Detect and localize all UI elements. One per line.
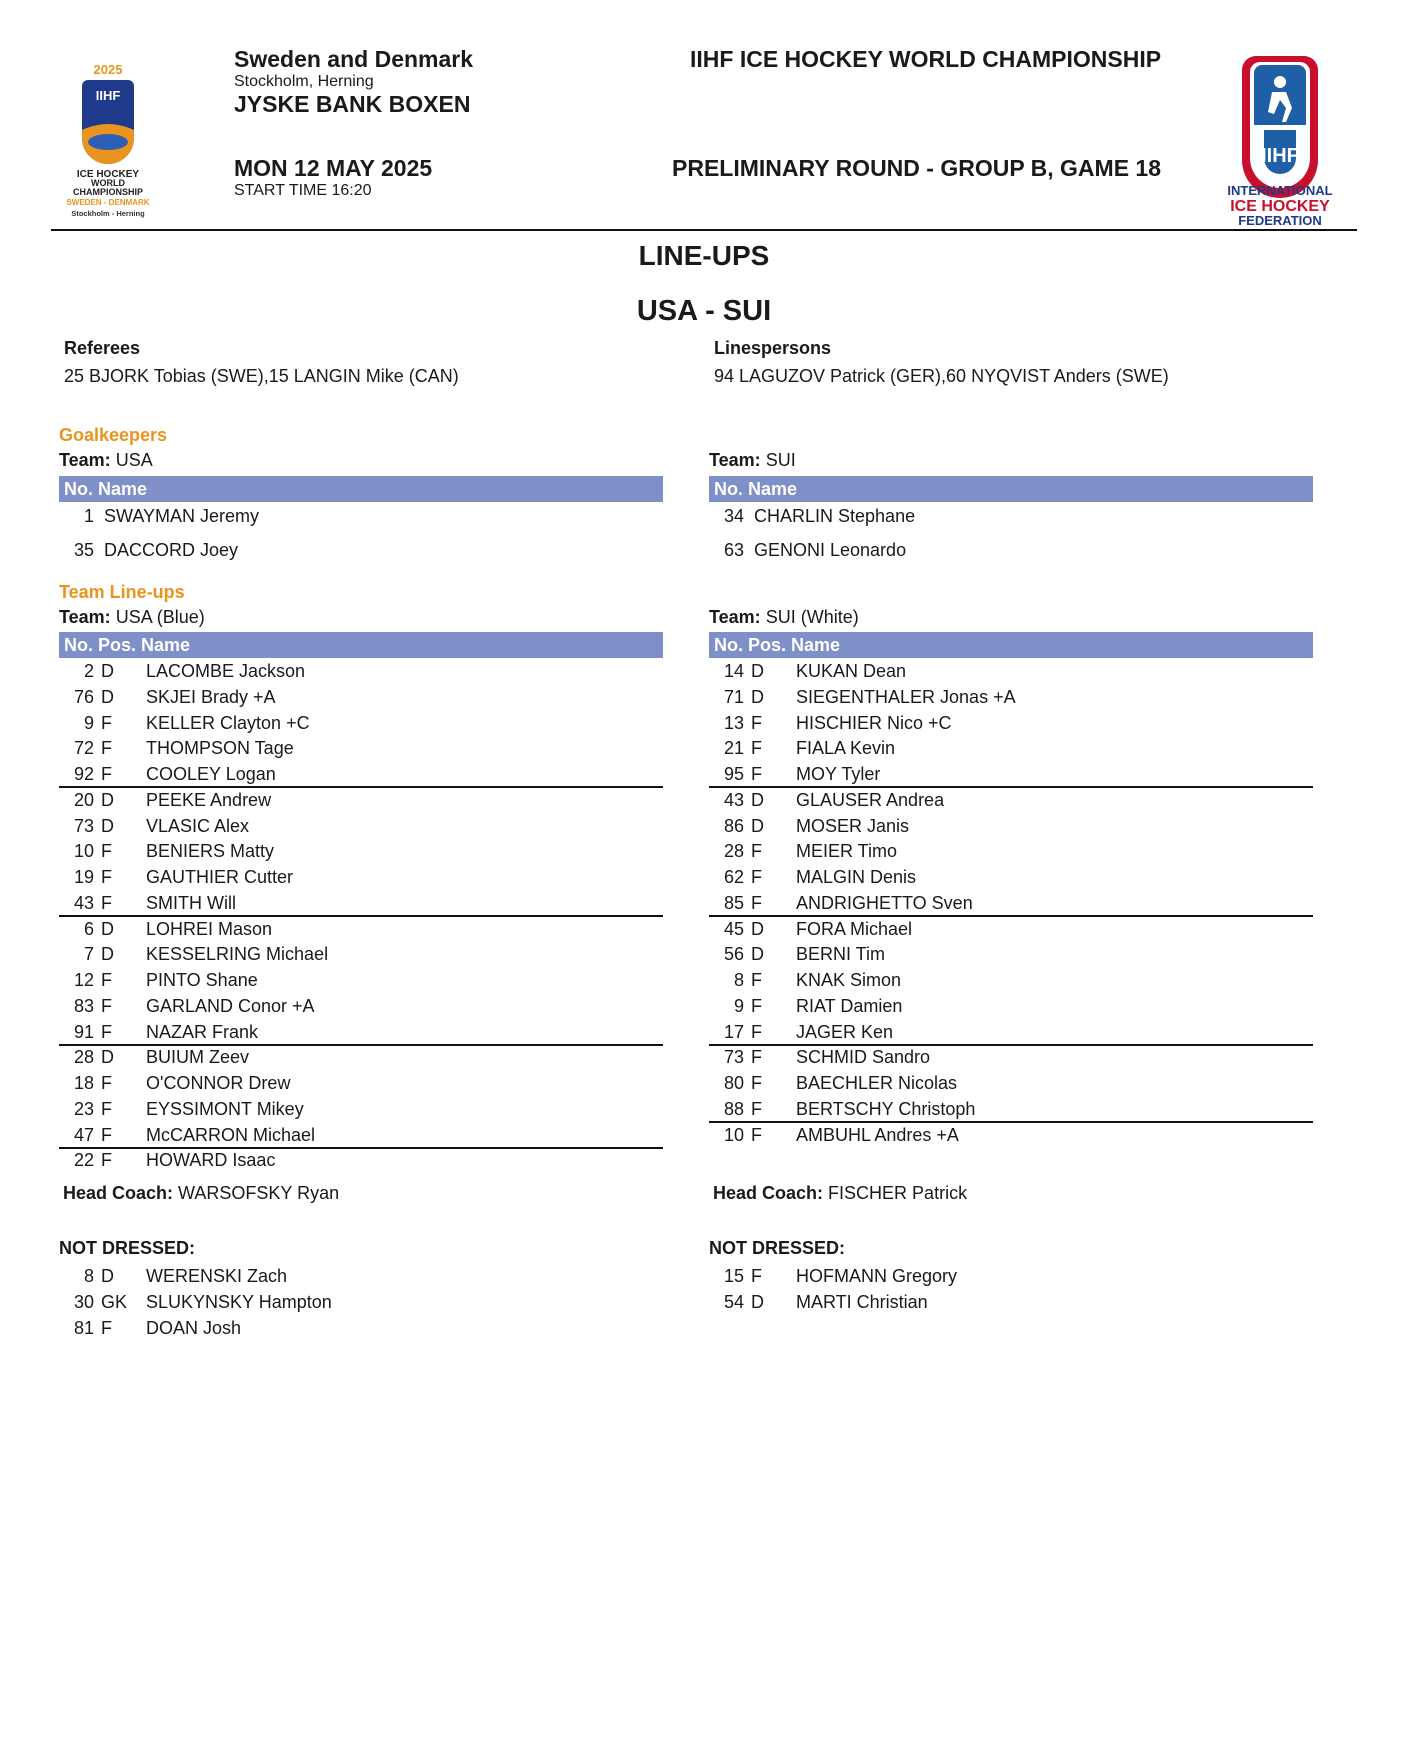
- player-name: MOY Tyler: [796, 764, 881, 784]
- logo-line1: ICE HOCKEY: [76, 169, 140, 180]
- player-name: THOMPSON Tage: [146, 738, 294, 759]
- player-name: MARTI Christian: [796, 1291, 928, 1312]
- goalkeeper-row: [61, 503, 661, 529]
- championship-title: IIHF ICE HOCKEY WORLD CHAMPIONSHIP: [690, 46, 1162, 72]
- usa-not-dressed-heading: NOT DRESSED:: [59, 1238, 196, 1258]
- player-position: F: [751, 1266, 762, 1286]
- player-number: 10: [723, 1124, 744, 1145]
- player-number: 45: [723, 918, 744, 939]
- player-position: D: [101, 944, 114, 965]
- usa-lineup-team-line: [59, 607, 205, 628]
- player-row: [61, 761, 661, 787]
- player-row: [61, 1147, 661, 1173]
- player-number: 18: [73, 1073, 94, 1093]
- player-number: 73: [73, 815, 94, 836]
- head-coach-name: FISCHER Patrick: [828, 1183, 968, 1203]
- player-position: F: [101, 1317, 112, 1338]
- usa-lineup-table-header: No. Pos. Name: [59, 632, 663, 658]
- player-row: [711, 761, 1311, 787]
- player-number: 76: [73, 686, 94, 707]
- player-number: 17: [723, 1021, 744, 1042]
- player-number: 14: [723, 661, 744, 681]
- player-name: BERTSCHY Christoph: [796, 1098, 976, 1119]
- player-row: [711, 813, 1311, 839]
- not-dressed-row: [61, 1315, 661, 1341]
- goalkeepers-heading: Goalkeepers: [59, 425, 168, 445]
- player-position: F: [751, 995, 762, 1016]
- player-number: 6: [83, 918, 94, 939]
- player-position: F: [101, 995, 112, 1016]
- player-name: BUIUM Zeev: [146, 1047, 250, 1068]
- player-name: AMBUHL Andres +A: [796, 1124, 959, 1145]
- player-position: F: [101, 1073, 112, 1093]
- player-row: [711, 993, 1311, 1019]
- player-name: GLAUSER Andrea: [796, 789, 945, 810]
- team-name: USA (Blue): [115, 607, 205, 627]
- player-name: FORA Michael: [796, 918, 913, 939]
- iihf-logo-line2: ICE HOCKEY: [1230, 198, 1330, 215]
- player-name: SMITH Will: [146, 892, 236, 913]
- player-row: [61, 735, 661, 761]
- player-position: F: [751, 867, 762, 887]
- player-row: [711, 838, 1311, 864]
- player-position: F: [101, 867, 112, 887]
- head-coach-name: WARSOFSKY Ryan: [178, 1183, 340, 1203]
- host-countries: Sweden and Denmark: [234, 46, 474, 72]
- player-name: KESSELRING Michael: [146, 944, 329, 965]
- player-number: 63: [723, 540, 744, 560]
- player-number: 7: [83, 944, 94, 965]
- player-row: [61, 1019, 661, 1045]
- player-position: F: [101, 1021, 112, 1042]
- player-number: 35: [73, 540, 94, 560]
- player-number: 28: [723, 841, 744, 862]
- player-number: 10: [73, 841, 94, 862]
- player-number: 81: [73, 1317, 94, 1338]
- sui-lineup-table-header: No. Pos. Name: [709, 632, 1313, 658]
- player-row: [711, 967, 1311, 993]
- player-row: [61, 916, 661, 942]
- player-name: LOHREI Mason: [146, 918, 273, 939]
- player-row: [711, 1096, 1311, 1122]
- start-time: START TIME 16:20: [234, 182, 372, 199]
- player-number: 56: [723, 944, 744, 965]
- player-position: F: [751, 841, 762, 862]
- logo-brand: IIHF: [95, 88, 121, 103]
- championship-logo: [58, 60, 162, 226]
- iihf-logo-icon: [1210, 52, 1350, 230]
- player-position: GK: [101, 1291, 128, 1312]
- player-number: 88: [723, 1098, 744, 1119]
- matchup-title: USA - SUI: [636, 295, 772, 327]
- iihf-logo: [1210, 52, 1350, 230]
- player-name: O'CONNOR Drew: [146, 1073, 291, 1093]
- head-coach-label: Head Coach:: [63, 1183, 174, 1203]
- player-number: 73: [723, 1047, 744, 1068]
- team-label: Team:: [59, 607, 111, 627]
- player-name: LACOMBE Jackson: [146, 661, 306, 681]
- player-row: [711, 735, 1311, 761]
- sui-lineup-team-line: [709, 607, 859, 628]
- player-row: [61, 890, 661, 916]
- player-row: [711, 864, 1311, 890]
- sui-gk-team-line: [709, 450, 796, 471]
- player-row: [61, 1070, 661, 1096]
- player-position: F: [101, 764, 112, 784]
- not-dressed-row: [61, 1263, 661, 1289]
- player-position: F: [751, 1021, 762, 1042]
- player-number: 8: [733, 970, 744, 990]
- page-title: LINE-UPS: [638, 240, 770, 271]
- player-number: 34: [723, 506, 744, 526]
- team-label: Team:: [709, 450, 761, 470]
- player-name: DOAN Josh: [146, 1317, 242, 1338]
- player-name: ANDRIGHETTO Sven: [796, 892, 973, 913]
- logo-year: 2025: [93, 62, 123, 77]
- player-position: D: [101, 1047, 114, 1068]
- player-position: F: [751, 1073, 762, 1093]
- player-number: 72: [73, 738, 94, 759]
- player-number: 9: [83, 712, 94, 733]
- goalkeeper-row: [711, 503, 1311, 529]
- team-name: SUI: [765, 450, 796, 470]
- goalkeeper-row: [711, 537, 1311, 563]
- player-row: [711, 1122, 1311, 1148]
- player-number: 9: [733, 995, 744, 1016]
- sui-gk-table-header: No. Name: [709, 476, 1313, 502]
- player-number: 43: [723, 789, 744, 810]
- logo-line2: WORLD: [91, 178, 125, 188]
- player-number: 8: [83, 1266, 94, 1286]
- host-cities: Stockholm, Herning: [234, 73, 374, 90]
- player-number: 15: [723, 1266, 744, 1286]
- player-name: COOLEY Logan: [146, 764, 276, 784]
- player-position: D: [751, 815, 764, 836]
- player-position: F: [751, 892, 762, 913]
- player-row: [61, 864, 661, 890]
- head-coach-label: Head Coach:: [713, 1183, 824, 1203]
- referees-value: 25 BJORK Tobias (SWE),15 LANGIN Mike (CAN): [64, 366, 459, 386]
- player-number: 30: [73, 1291, 94, 1312]
- player-position: D: [751, 789, 764, 810]
- player-row: [61, 813, 661, 839]
- player-position: F: [101, 841, 112, 862]
- player-row: [61, 787, 661, 813]
- player-name: GAUTHIER Cutter: [146, 867, 294, 887]
- player-position: D: [101, 789, 114, 810]
- logo-line3: CHAMPIONSHIP: [72, 187, 144, 197]
- player-number: 91: [73, 1021, 94, 1042]
- player-row: [711, 890, 1311, 916]
- player-name: FIALA Kevin: [796, 738, 896, 759]
- player-position: F: [101, 712, 112, 733]
- player-name: MEIER Timo: [796, 841, 898, 862]
- header-divider: [51, 229, 1357, 231]
- usa-gk-team-line: [59, 450, 153, 471]
- player-number: 62: [723, 867, 744, 887]
- player-row: [711, 684, 1311, 710]
- player-name: KUKAN Dean: [796, 661, 907, 681]
- player-number: 23: [73, 1098, 94, 1119]
- player-name: KNAK Simon: [796, 970, 902, 990]
- player-name: JAGER Ken: [796, 1021, 894, 1042]
- player-name: HOWARD Isaac: [146, 1150, 276, 1171]
- player-position: F: [751, 1098, 762, 1119]
- player-position: D: [101, 918, 114, 939]
- team-name: USA: [115, 450, 153, 470]
- linespersons-value: 94 LAGUZOV Patrick (GER),60 NYQVIST Anders (SWE): [714, 366, 1169, 386]
- player-position: D: [101, 686, 114, 707]
- player-row: [711, 1044, 1311, 1070]
- sui-head-coach: [713, 1183, 967, 1204]
- player-position: D: [751, 661, 764, 681]
- player-number: 85: [723, 892, 744, 913]
- player-position: F: [751, 712, 762, 733]
- player-position: D: [751, 944, 764, 965]
- iihf-logo-brand: IIHF: [1261, 145, 1299, 167]
- player-row: [61, 1096, 661, 1122]
- usa-gk-table-header: No. Name: [59, 476, 663, 502]
- venue: JYSKE BANK BOXEN: [234, 91, 471, 117]
- player-row: [61, 838, 661, 864]
- player-row: [711, 710, 1311, 736]
- player-row: [61, 710, 661, 736]
- player-name: SCHMID Sandro: [796, 1047, 931, 1068]
- player-row: [711, 658, 1311, 684]
- player-name: SWAYMAN Jeremy: [104, 506, 260, 526]
- player-position: F: [101, 1098, 112, 1119]
- game-date: MON 12 MAY 2025: [234, 155, 433, 181]
- player-name: BAECHLER Nicolas: [796, 1073, 958, 1093]
- player-name: EYSSIMONT Mikey: [146, 1098, 304, 1119]
- team-name: SUI (White): [765, 607, 859, 627]
- player-number: 83: [73, 995, 94, 1016]
- player-name: KELLER Clayton +C: [146, 712, 310, 733]
- player-position: F: [101, 970, 112, 990]
- goalkeeper-row: [61, 537, 661, 563]
- player-number: 54: [723, 1291, 744, 1312]
- usa-head-coach: [63, 1183, 339, 1204]
- player-name: MALGIN Denis: [796, 867, 917, 887]
- player-row: [61, 967, 661, 993]
- player-number: 80: [723, 1073, 744, 1093]
- player-position: F: [101, 738, 112, 759]
- player-number: 20: [73, 789, 94, 810]
- player-name: McCARRON Michael: [146, 1124, 316, 1145]
- championship-logo-icon: [58, 60, 162, 226]
- player-name: DACCORD Joey: [104, 540, 239, 560]
- player-name: PEEKE Andrew: [146, 789, 272, 810]
- player-position: F: [751, 764, 762, 784]
- team-label: Team:: [59, 450, 111, 470]
- player-name: BERNI Tim: [796, 944, 886, 965]
- player-name: SKJEI Brady +A: [146, 686, 276, 707]
- player-number: 86: [723, 815, 744, 836]
- player-row: [61, 684, 661, 710]
- player-number: 1: [83, 506, 94, 526]
- player-row: [61, 993, 661, 1019]
- player-name: MOSER Janis: [796, 815, 910, 836]
- player-number: 2: [83, 661, 94, 681]
- player-row: [711, 1070, 1311, 1096]
- player-row: [711, 941, 1311, 967]
- player-position: D: [751, 686, 764, 707]
- player-position: F: [751, 738, 762, 759]
- player-name: GENONI Leonardo: [754, 540, 907, 560]
- player-position: F: [101, 1150, 112, 1171]
- player-position: D: [101, 815, 114, 836]
- player-row: [61, 1044, 661, 1070]
- player-name: HOFMANN Gregory: [796, 1266, 958, 1286]
- player-number: 43: [73, 892, 94, 913]
- player-name: GARLAND Conor +A: [146, 995, 315, 1016]
- player-number: 28: [73, 1047, 94, 1068]
- player-name: SIEGENTHALER Jonas +A: [796, 686, 1016, 707]
- player-number: 95: [723, 764, 744, 784]
- player-name: CHARLIN Stephane: [754, 506, 916, 526]
- iihf-logo-line3: FEDERATION: [1238, 213, 1322, 228]
- player-number: 21: [723, 738, 744, 759]
- player-number: 92: [73, 764, 94, 784]
- not-dressed-row: [61, 1289, 661, 1315]
- player-number: 12: [73, 970, 94, 990]
- player-row: [711, 916, 1311, 942]
- not-dressed-row: [711, 1263, 1311, 1289]
- player-number: 47: [73, 1124, 94, 1145]
- player-name: SLUKYNSKY Hampton: [146, 1291, 332, 1312]
- player-number: 19: [73, 867, 94, 887]
- sui-not-dressed-heading: NOT DRESSED:: [709, 1238, 846, 1258]
- logo-line4: SWEDEN - DENMARK: [66, 198, 150, 207]
- player-name: RIAT Damien: [796, 995, 903, 1016]
- player-row: [61, 1122, 661, 1148]
- player-name: WERENSKI Zach: [146, 1266, 288, 1286]
- player-row: [61, 658, 661, 684]
- player-position: D: [751, 918, 764, 939]
- team-label: Team:: [709, 607, 761, 627]
- player-number: 22: [73, 1150, 94, 1171]
- player-name: PINTO Shane: [146, 970, 258, 990]
- referees-label: Referees: [64, 338, 141, 358]
- not-dressed-row: [711, 1289, 1311, 1315]
- player-row: [711, 1019, 1311, 1045]
- player-number: 71: [723, 686, 744, 707]
- player-position: D: [751, 1291, 764, 1312]
- player-position: F: [751, 1124, 762, 1145]
- player-position: D: [101, 661, 114, 681]
- player-position: F: [101, 1124, 112, 1145]
- player-position: F: [101, 892, 112, 913]
- linespersons-label: Linespersons: [714, 338, 832, 358]
- player-position: F: [751, 1047, 762, 1068]
- iihf-logo-line1: INTERNATIONAL: [1227, 183, 1333, 198]
- player-name: NAZAR Frank: [146, 1021, 259, 1042]
- player-name: BENIERS Matty: [146, 841, 275, 862]
- logo-line5: Stockholm - Herning: [71, 209, 145, 218]
- player-row: [711, 787, 1311, 813]
- player-position: D: [101, 1266, 114, 1286]
- player-number: 13: [723, 712, 744, 733]
- team-lineups-heading: Team Line-ups: [59, 582, 185, 602]
- player-name: VLASIC Alex: [146, 815, 250, 836]
- round-title: PRELIMINARY ROUND - GROUP B, GAME 18: [672, 155, 1162, 181]
- player-position: F: [751, 970, 762, 990]
- player-row: [61, 941, 661, 967]
- player-name: HISCHIER Nico +C: [796, 712, 952, 733]
